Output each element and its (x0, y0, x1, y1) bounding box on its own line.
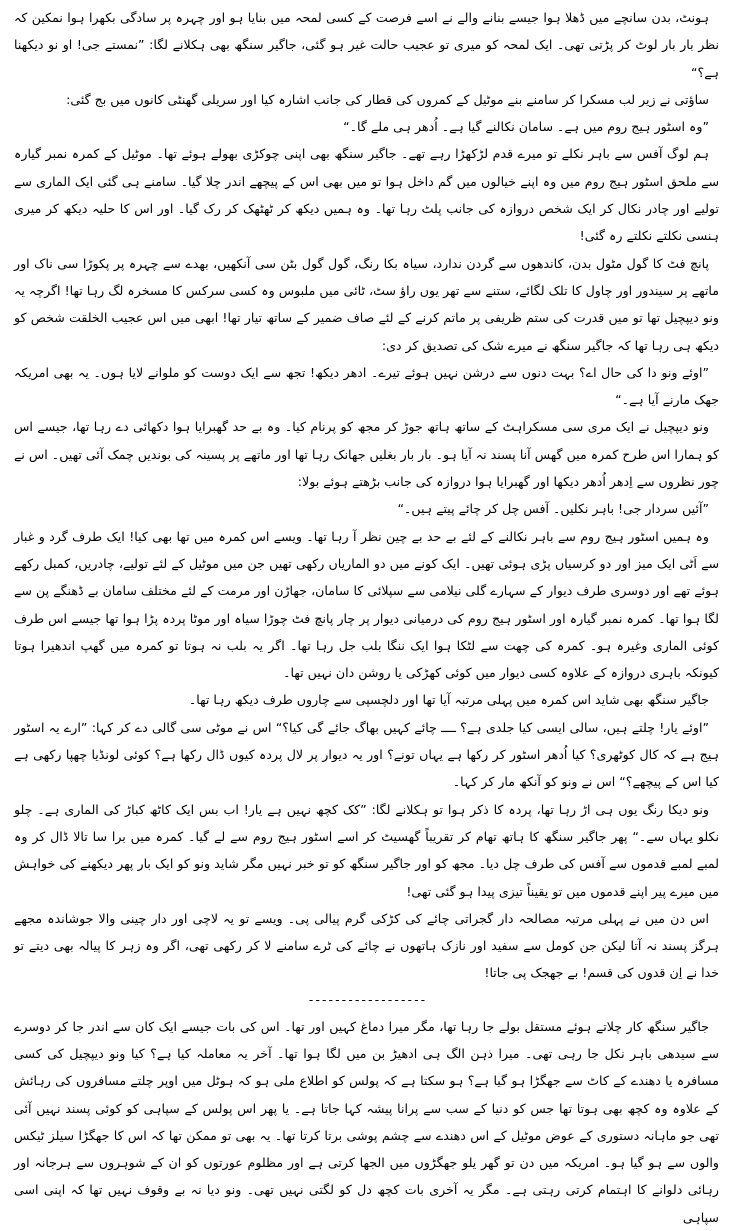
paragraph: ہونٹ، بدن سانچے میں ڈھلا ہوا جیسے بنانے والے نے اسے فرصت کے کسی لمحہ میں بنایا ہو اور چہرہ پر سادگی بکھرا ہوا نمکین کہ نظر بار بار لوٹ کر پڑتی تھی۔ ایک لمحہ کو میری تو عجیب حالت غیر ہو گئی، جاگیر سنگھ بھی ہکلانے لگا: ”نمستے جی! او نو دیکھنا ہے؟“ (14, 10, 719, 80)
paragraph: ”اوئے ونو دا کی حال اے؟ بہت دنوں سے درشن نہیں ہوئے تیرے۔ ادھر دیکھ! تجھ سے ایک دوست کو ملوانے لایا ہوں۔ یہ بھی امریکہ جھک مارنے آیا ہے۔“ (14, 364, 719, 408)
paragraph: وہ ہمیں اسٹور ہیج روم سے باہر نکالنے کے لئے بے حد بے چین نظر آ رہا تھا۔ ویسے اس کمرہ میں تھا بھی کیا! ایک طرف گرد و غبار سے اَٹی ایک میز اور دو کرسیاں پڑی ہوئی تھیں۔ ایک کونے میں دو الماریاں رکھی تھیں جن میں موٹیل کے لئے تولیے، چادریں، کمبل رکھے ہوئے تھے اور دوسری طرف دیوار کے سہارے گلی نیلامی سے سپلائی کا سامان، جھاڑن اور مرمت کے لئے مختلف سامان بے ڈھنگے پن سے لگا ہوا تھا۔ کمرہ نمبر گیارہ اور اسٹور ہیج روم کی درمیانی دیوار پر چار پانچ فٹ چوڑا سیاہ اور موٹا پردہ پڑا ہوا تھا جیسے اس طرف کوئی الماری وغیرہ ہو۔ کمرہ کی چھت سے لٹکا ہوا ایک ننگا بلب جل رہا تھا۔ اگر یہ بلب نہ ہوتا تو کمرہ میں گھپ اندھیرا ہوتا کیونکہ باہری دروازہ کے علاوہ کسی دیوار میں کوئی کھڑکی یا روشن دان نہیں تھا۔ (14, 528, 719, 681)
paragraph: جاگیر سنگھ کار چلاتے ہوئے مستقل بولے جا رہا تھا، مگر میرا دماغ کہیں اور تھا۔ اس کی بات جیسے ایک کان سے اندر جا کر دوسرے سے سیدھی باہر نکل جا رہی تھی۔ میرا ذہن الگ ہی ادھیڑ بن میں لگا ہوا تھا۔ آخر یہ معاملہ کیا ہے؟ کیا ونو دیپچیل کی کسی مسافرہ یا دھندے کے کاٹ سے جھگڑا ہو گیا ہے؟ ہو سکتا ہے کہ پولس کو اطلاع ملی ہو کہ ہوٹل میں اوپر چلتے مسافروں کی رہائش کے علاوہ وہ کچھ بھی ہوتا تھا جس کو دنیا کے سب سے پرانا پیشہ کہا جاتا ہے۔ یا پھر اس پولس کے سپاہی کو کوئی پسند نہیں آئی تھی جو ماہانہ دستوری کے عوض موٹیل کے اس دھندے سے چشم پوشی برتا کرتا تھا۔ یہ بھی تو ممکن تھا کہ اس کا جھگڑا سیلز ٹیکس والوں سے ہو گیا ہو۔ امریکہ میں دن تو گھر یلو جھگڑوں میں الجھا کرتی ہے اور مظلوم عورتوں کو ان کے شوہروں سے ہرجانہ اور رہائی دلوانے کا اہتمام کرتی رہتی ہے۔ مگر یہ آخری بات کچھ دل کو لگتی نہیں تھی۔ ونو دیا نہ بے وقوف نہیں تھا کہ اپنی اسی سپاہی (14, 1018, 719, 1225)
paragraph: ہم لوگ آفس سے باہر نکلے تو میرے قدم لڑکھڑا رہے تھے۔ جاگیر سنگھ بھی اپنی چوکڑی بھولے ہوئے تھا۔ موٹیل کے کمرہ نمبر گیارہ سے ملحق اسٹور ہیج روم میں وہ اپنے خیالوں میں گم داخل ہوا تو میں بھی اس کے پیچھے اندر چلا گیا۔ سامنے ہی گئی ایک الماری سے تولیے اور چادر نکال کر ایک شخص دروازہ کی جانب پلٹ رہا تھا۔ وہ ہمیں دیکھ کر ٹھٹھک کر رک گیا۔ اور اس کا حلیہ دیکھ کر میری ہنسی نکلتے نکلتے رہ گئی! (14, 146, 719, 244)
paragraph: ونو دیکا رنگ یوں ہی اڑ رہا تھا، پردہ کا ذکر ہوا تو ہکلانے لگا: ”کک کچھ نہیں ہے یار! اب بس ایک کاٹھ کباڑ کی الماری ہے۔ چلو نکلو یہاں سے۔“ پھر جاگیر سنگھ کا ہاتھ تھام کر تقریباً گھسیٹ کر اسے اسٹور ہیج روم سے لے گیا۔ کمرہ میں برا سا تالا ڈال کر وہ لمبے لمبے قدموں سے آفس کی طرف چل دیا۔ مجھ کو اور جاگیر سنگھ کو تو خبر نہیں مگر شاید ونو کو ایک بار پھر دیکھنے کی خواہش میں میرے پیر اپنے قدموں میں تو یقیناً تیزی پیدا ہو گئی تھی! (14, 801, 719, 899)
section-separator: ------------------ (307, 991, 426, 1007)
paragraph: ”اوئے یار! چلتے ہیں، سالی ایسی کیا جلدی ہے؟ ــــ چائے کہیں بھاگ جائے گی کیا؟“ اس نے موٹی سی گالی دے کر کہا: ”ارے یہ اسٹور ہیج ہے کہ کال کوٹھری؟ کیا اُدھر اسٹور کر رکھا ہے یہاں تونے؟ اور یہ دیوار پر لال پردہ کیوں ڈال رکھا ہے؟ کوئی لونڈیا چھپا رکھی ہے کیا اس کے پیچھے؟“ اس نے ونو کو آنکھ مار کر کہا۔ (14, 719, 719, 790)
paragraph: پانچ فٹ کا گول مٹول بدن، کاندھوں سے گردن ندارد، سیاہ بکا رنگ، گول گول بٹن سی آنکھیں، بھدے سے چہرہ پر پکوڑا سی ناک اور ماتھے پر سیندور اور چاول کا تلک لگائے، ستنے سے تھر یوں راؤ سٹ، ٹائی میں ملبوس وہ کسی سرکس کا مسخرہ لگ رہا تھا! اگرچہ یہ ونو دیپچیل تھا تو میں قدرت کی ستم ظریفی پر ماتم کرنے کے لئے صاف ضمیر کے ساتھ تیار تھا! ابھی میں اس عجیب الخلقت شخص کو دیکھ ہی رہا تھا کہ جاگیر سنگھ نے میرے شک کی تصدیق کر دی: (14, 255, 719, 353)
paragraph-group-1 (14, 4, 719, 987)
paragraph: ”آئیں سردار جی! باہر نکلیں۔ آفس چل کر چائے پیتے ہیں۔“ (397, 501, 709, 517)
paragraph: اس دن میں نے پہلی مرتبہ مصالحہ دار گجراتی چائے کی کڑکی گرم پیالی پی۔ ویسے تو یہ لاچی اور دار چینی والا جوشاندہ مجھے ہرگز پسند نہ آتا لیکن جن کومل سے سفید اور نازک ہاتھوں نے چائے کی ٹرے سامنے لا کر رکھی تھی، اگر وہ زہر کا پیالہ بھی دیتے تو خدا نے اِن قدوں کی قسم! بے جھجک پی جاتا! (14, 910, 719, 981)
paragraph: ونو دیپچیل نے ایک مری سی مسکراہٹ کے ساتھ ہاتھ جوڑ کر مجھ کو پرنام کیا۔ وہ بے حد گھبرایا ہوا دکھائی دے رہا تھا، جیسے اس کو ہمارا اس طرح کمرہ میں گھس آنا پسند نہ آیا ہو۔ بار بار بغلیں جھانک رہا تھا اور ماتھے پر پسینہ کی بوندیں چمک آئی تھیں۔ اس نے چور نظروں سے اِدھر اُدھر دیکھا اور گھبرایا ہوا دروازہ کی جانب بڑھتے ہوئے بولا: (14, 419, 719, 490)
paragraph: ”وہ اسٹور ہیج روم میں ہے۔ سامان نکالنے گیا ہے۔ اُدھر ہی ملے گا۔“ (343, 119, 709, 135)
paragraph: ساؤتی نے زیر لب مسکرا کر سامنے بنے موٹیل کے کمروں کی قطار کی جانب اشارہ کیا اور سریلی گھنٹی کانوں میں بج گئی: (66, 91, 709, 107)
paragraph: جاگیر سنگھ بھی شاید اس کمرہ میں پہلی مرتبہ آیا تھا اور دلچسپی سے چاروں طرف دیکھ رہا تھا۔ (188, 692, 709, 708)
paragraph-group-2 (14, 1013, 719, 1231)
